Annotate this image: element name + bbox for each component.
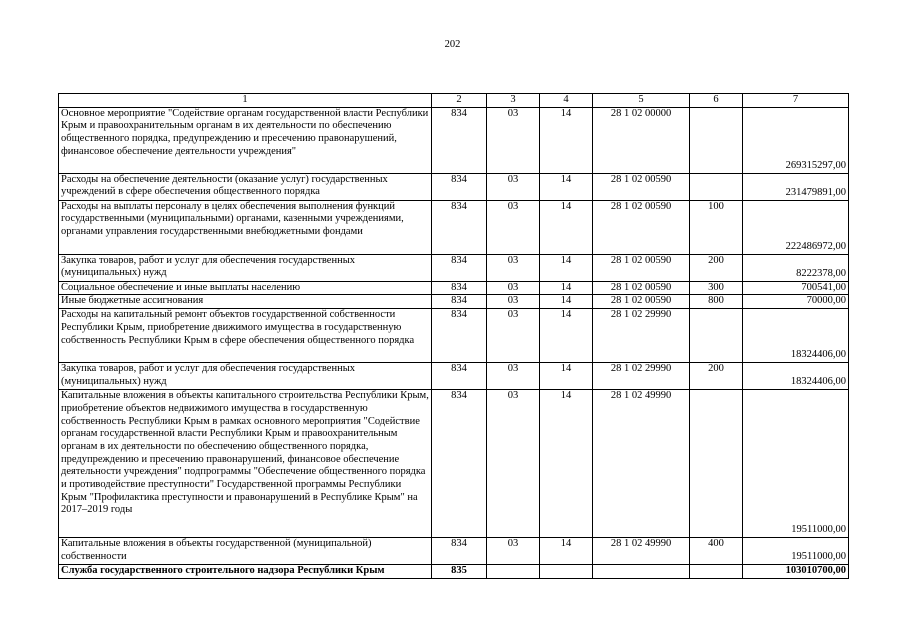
subsection-code: 14	[540, 363, 593, 390]
ministry-code: 834	[432, 390, 487, 538]
subsection-code: 14	[540, 390, 593, 538]
ministry-code: 834	[432, 295, 487, 309]
table-row	[59, 538, 849, 565]
amount: 19511000,00	[743, 390, 849, 538]
row-name: Расходы на выплаты персоналу в целях обеспечения выполнения функций государственными (муниципальными) органами, казенными учреждениями, органами управления государственными внебюджетными фондами	[59, 200, 432, 254]
subsection-code: 14	[540, 281, 593, 295]
subsection-code: 14	[540, 538, 593, 565]
expense-type-code	[690, 309, 743, 363]
row-name: Капитальные вложения в объекты капитального строительства Республики Крым, приобретение объектов недвижимого имущества в государственную собственность Республики Крым в рамках основного мероприятия "Содействие органам государственной власти Республики Крым и правоохранительным органам в их деятельности по обеспечению общественного порядка, предупреждению и пресечению правонарушений, финансовое обеспечение деятельности учреждения" подпрограммы "Обеспечение общественного порядка и противодействие преступности" Государственной программы Республики Крым "Профилактика преступности и правонарушений в Республике Крым" на 2017–2019 годы	[59, 390, 432, 538]
subsection-code: 14	[540, 309, 593, 363]
target-article-code: 28 1 02 00000	[593, 107, 690, 173]
table-row	[59, 295, 849, 309]
target-article-code: 28 1 02 00590	[593, 295, 690, 309]
amount: 222486972,00	[743, 200, 849, 254]
table-row	[59, 107, 849, 173]
section-code: 03	[487, 254, 540, 281]
ministry-code: 834	[432, 173, 487, 200]
section-code: 03	[487, 390, 540, 538]
target-article-code: 28 1 02 29990	[593, 309, 690, 363]
row-name: Основное мероприятие "Содействие органам государственной власти Республики Крым и правоохранительным органам в их деятельности по обеспечению общественного порядка, предупреждению и пресечению правонарушений, финансовое обеспечение деятельности учреждения"	[59, 107, 432, 173]
section-code: 03	[487, 295, 540, 309]
subsection-code: 14	[540, 295, 593, 309]
row-name: Служба государственного строительного надзора Республики Крым	[59, 565, 432, 579]
subsection-code: 14	[540, 200, 593, 254]
ministry-code: 835	[432, 565, 487, 579]
row-name: Закупка товаров, работ и услуг для обеспечения государственных (муниципальных) нужд	[59, 254, 432, 281]
amount: 19511000,00	[743, 538, 849, 565]
target-article-code: 28 1 02 49990	[593, 390, 690, 538]
amount: 269315297,00	[743, 107, 849, 173]
amount: 103010700,00	[743, 565, 849, 579]
column-header: 6	[690, 94, 743, 108]
expense-type-code: 200	[690, 254, 743, 281]
row-name: Иные бюджетные ассигнования	[59, 295, 432, 309]
row-name: Расходы на обеспечение деятельности (оказание услуг) государственных учреждений в сфере обеспечения общественного порядка	[59, 173, 432, 200]
expense-type-code: 400	[690, 538, 743, 565]
section-code: 03	[487, 363, 540, 390]
section-code: 03	[487, 538, 540, 565]
budget-table	[58, 93, 849, 579]
target-article-code: 28 1 02 00590	[593, 254, 690, 281]
target-article-code	[593, 565, 690, 579]
expense-type-code	[690, 173, 743, 200]
table-row	[59, 309, 849, 363]
expense-type-code	[690, 565, 743, 579]
amount: 18324406,00	[743, 309, 849, 363]
amount: 70000,00	[743, 295, 849, 309]
table-row	[59, 254, 849, 281]
table-row	[59, 363, 849, 390]
column-header: 2	[432, 94, 487, 108]
section-code: 03	[487, 309, 540, 363]
table-header-row	[59, 94, 849, 108]
target-article-code: 28 1 02 00590	[593, 173, 690, 200]
amount: 8222378,00	[743, 254, 849, 281]
target-article-code: 28 1 02 00590	[593, 281, 690, 295]
table-row	[59, 200, 849, 254]
target-article-code: 28 1 02 00590	[593, 200, 690, 254]
table-row-total	[59, 565, 849, 579]
subsection-code	[540, 565, 593, 579]
ministry-code: 834	[432, 363, 487, 390]
subsection-code: 14	[540, 254, 593, 281]
ministry-code: 834	[432, 107, 487, 173]
section-code	[487, 565, 540, 579]
table-row	[59, 281, 849, 295]
column-header: 7	[743, 94, 849, 108]
target-article-code: 28 1 02 49990	[593, 538, 690, 565]
expense-type-code: 800	[690, 295, 743, 309]
expense-type-code: 300	[690, 281, 743, 295]
target-article-code: 28 1 02 29990	[593, 363, 690, 390]
amount: 18324406,00	[743, 363, 849, 390]
ministry-code: 834	[432, 538, 487, 565]
page-number: 202	[444, 39, 461, 50]
ministry-code: 834	[432, 200, 487, 254]
column-header: 3	[487, 94, 540, 108]
expense-type-code: 100	[690, 200, 743, 254]
subsection-code: 14	[540, 173, 593, 200]
row-name: Расходы на капитальный ремонт объектов государственной собственности Республики Крым, приобретение движимого имущества в государственную собственность Республики Крым в сфере обеспечения общественного порядка	[59, 309, 432, 363]
section-code: 03	[487, 200, 540, 254]
ministry-code: 834	[432, 309, 487, 363]
expense-type-code	[690, 107, 743, 173]
amount: 231479891,00	[743, 173, 849, 200]
row-name: Социальное обеспечение и иные выплаты населению	[59, 281, 432, 295]
row-name: Капитальные вложения в объекты государственной (муниципальной) собственности	[59, 538, 432, 565]
table-row	[59, 390, 849, 538]
ministry-code: 834	[432, 254, 487, 281]
ministry-code: 834	[432, 281, 487, 295]
subsection-code: 14	[540, 107, 593, 173]
section-code: 03	[487, 281, 540, 295]
table-row	[59, 173, 849, 200]
column-header: 1	[59, 94, 432, 108]
expense-type-code: 200	[690, 363, 743, 390]
expense-type-code	[690, 390, 743, 538]
section-code: 03	[487, 173, 540, 200]
column-header: 5	[593, 94, 690, 108]
row-name: Закупка товаров, работ и услуг для обеспечения государственных (муниципальных) нужд	[59, 363, 432, 390]
column-header: 4	[540, 94, 593, 108]
amount: 700541,00	[743, 281, 849, 295]
section-code: 03	[487, 107, 540, 173]
